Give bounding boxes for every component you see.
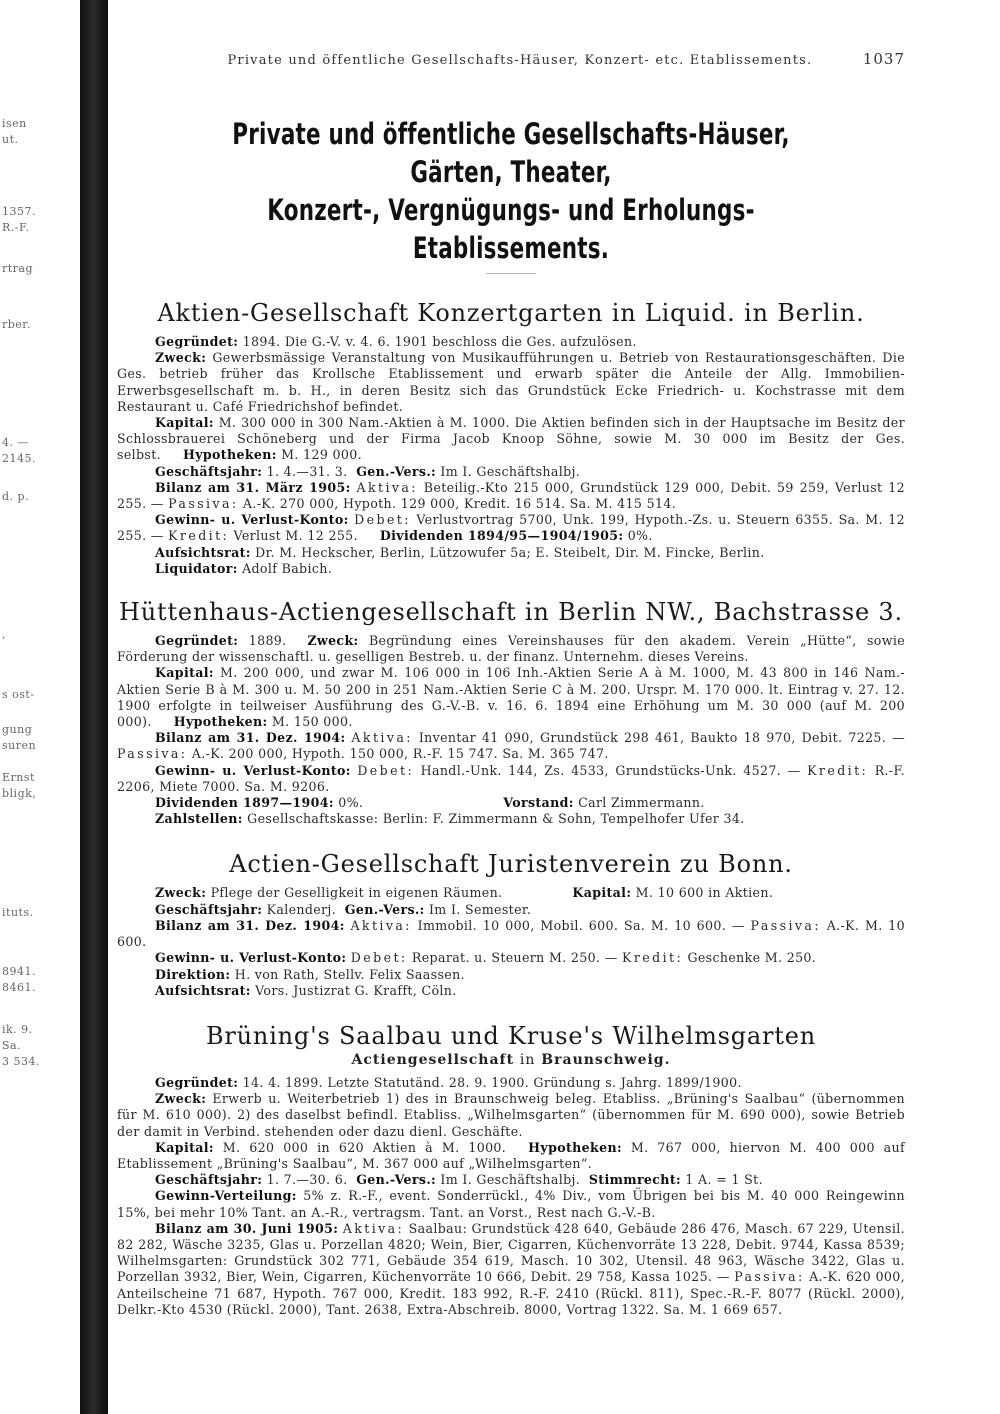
field-label: Kapital: <box>572 885 632 901</box>
field-text: Immobil. 10 000, Mobil. 600. Sa. M. 10 600. — <box>417 917 745 933</box>
margin-text: 2145. <box>2 452 36 465</box>
field-sublabel: Kredit: <box>168 528 230 544</box>
field-sublabel: Passiva: <box>168 496 239 512</box>
field-text: 0%. <box>338 795 364 811</box>
field-text: 5% z. R.-F., event. Sonderrückl., 4% Div., vom Übrigen bei bis M. 40 000 Reingewinn 15%, bei mehr 10% Tant. an A.-R., vertragsm. Tant. an Vorst., Rest nach G.-V.-B. <box>117 1188 905 1220</box>
entry-body <box>117 334 905 577</box>
field-label: Gewinn- u. Verlust-Konto: <box>155 762 351 778</box>
field-sublabel: Debet: <box>350 950 408 966</box>
company-subtitle <box>117 1051 905 1069</box>
margin-text: d. p. <box>2 490 30 503</box>
running-head <box>117 50 905 72</box>
margin-text: 4. — <box>2 436 29 449</box>
margin-text: Sa. <box>2 1039 22 1052</box>
field-label: Gewinn- u. Verlust-Konto: <box>155 950 347 966</box>
field-label: Gen.-Vers.: <box>356 1172 437 1188</box>
field-text: 1894. Die G.-V. v. 4. 6. 1901 beschloss die Ges. aufzulösen. <box>242 334 637 349</box>
margin-text: ut. <box>2 133 19 146</box>
margin-text: R.-F. <box>2 221 30 234</box>
field-text: Kalenderj. <box>266 901 337 917</box>
margin-text: ik. 9. <box>2 1023 33 1036</box>
field-text: Adolf Babich. <box>242 560 333 576</box>
field-label: Zweck: <box>155 350 207 366</box>
field-text: Verlust M. 12 255. <box>233 528 358 544</box>
field-label: Aufsichtsrat: <box>155 544 251 560</box>
field-text: 1889. <box>248 633 287 649</box>
field-text: 14. 4. 1899. Letzte Statutänd. 28. 9. 1900. Gründung s. Jahrg. 1899/1900. <box>242 1074 742 1090</box>
margin-text: 8941. <box>2 965 36 978</box>
company-entry <box>117 298 905 577</box>
margin-text: 8461. <box>2 981 36 994</box>
field-label: Aufsichtsrat: <box>155 982 251 998</box>
field-text: R.-F. 2206, Miete 7000. Sa. M. 9206. <box>117 762 905 794</box>
margin-text: rtrag <box>2 262 34 275</box>
field-label: Gewinn-Verteilung: <box>155 1188 297 1204</box>
field-label: Hypotheken: <box>182 447 277 463</box>
field-text: M. 10 600 in Aktien. <box>635 885 774 901</box>
company-title: Actien-Gesellschaft Juristenverein zu Bonn. <box>229 850 793 879</box>
field-text: Gesellschaftskasse: Berlin: F. Zimmermann & Sohn, Tempelhofer Ufer 34. <box>247 811 745 827</box>
company-entry <box>117 597 905 827</box>
field-label: Zweck: <box>155 1091 207 1107</box>
field-label: Dividenden 1894/95—1904/1905: <box>379 528 624 544</box>
field-text: Vors. Justizrat G. Krafft, Cöln. <box>255 982 457 998</box>
field-text: Erwerb u. Weiterbetrieb 1) des in Braunschweig beleg. Etabliss. „Brüning's Saalbau“ (übernommen für M. 610 000). 2) des daselbst befindl. Etabliss. „Wilhelmsgarten“ (übernommen für M. 690 000), sowie Betrieb der damit in Verbind. stehenden oder dazu dienl. Geschäfte. <box>117 1091 905 1139</box>
field-sublabel: Aktiva: <box>350 917 412 933</box>
entry-body <box>117 885 905 998</box>
company-title: Brüning's Saalbau und Kruse's Wilhelmsgarten <box>205 1021 817 1050</box>
company-title: Aktien-Gesellschaft Konzertgarten in Liquid. in Berlin. <box>157 299 865 327</box>
field-label: Gewinn- u. Verlust-Konto: <box>155 512 349 528</box>
field-text: 1 A. = 1 St. <box>685 1172 763 1188</box>
field-label: Geschäftsjahr: <box>155 901 263 917</box>
field-text: M. 620 000 in 620 Aktien à M. 1000. <box>222 1139 507 1155</box>
field-text: Handl.-Unk. 144, Zs. 4533, Grundstücks-Unk. 4527. — <box>420 762 801 778</box>
field-label: Dividenden 1897—1904: <box>155 795 334 811</box>
field-text: Gewerbsmässige Veranstaltung von Musikaufführungen u. Betrieb von Restaurationsgeschäften. Die Ges. betrieb früher das Krollsche Etablissement und erwarb später die Anteile der Allg. Immobilien-Erwerbsgesellschaft m. b. H., in deren Besitz sich das Grundstück Ecke Friedrich- u. Kochstrasse mit dem Restaurant u. Café Friedrichshof befindet. <box>117 350 906 414</box>
field-text: Inventar 41 090, Grundstück 298 461, Baukto 18 970, Debit. 7225. — <box>418 730 906 746</box>
field-label: Kapital: <box>155 1139 214 1155</box>
company-entry <box>117 1021 905 1318</box>
field-text: Reparat. u. Steuern M. 250. — <box>411 950 618 966</box>
entry-body <box>117 633 905 827</box>
field-sublabel: Kredit: <box>622 950 684 966</box>
page <box>117 50 905 1318</box>
field-text: Pflege der Geselligkeit in eigenen Räumen. <box>210 885 503 901</box>
book-spine-shadow <box>80 0 108 1414</box>
field-label: Geschäftsjahr: <box>155 1172 263 1188</box>
field-label: Gen.-Vers.: <box>344 901 425 917</box>
field-text: M. 300 000 in 300 Nam.-Aktien à M. 1000. Die Aktien befinden sich in der Hauptsache im Besitz der Schlossbrauerei Schöneberg und der Firma Jacob Knoop Söhne, sowie M. 30 000 im Besitz der Ges. selbst. <box>117 415 905 463</box>
field-text: H. von Rath, Stellv. Felix Saassen. <box>234 966 465 982</box>
field-text: A.-K. 200 000, Hypoth. 150 000, R.-F. 15 747. Sa. M. 365 747. <box>191 746 609 762</box>
field-label: Kapital: <box>155 415 214 431</box>
subtitle-part: in <box>519 1051 536 1068</box>
field-label: Zweck: <box>307 633 359 649</box>
margin-text: Ernst <box>2 771 35 784</box>
field-text: M. 767 000, hiervon M. 400 000 auf Etablissement „Brüning's Saalbau“, M. 367 000 auf „Wilhelmsgarten“. <box>117 1139 906 1171</box>
field-label: Gegründet: <box>155 334 239 349</box>
field-text: Im I. Geschäftshalbj. <box>440 1172 581 1188</box>
margin-text: ituts. <box>2 906 34 919</box>
main-heading-line: Konzert-, Vergnügungs- und Erholungs-Etablissements. <box>267 193 755 265</box>
subtitle-part: Braunschweig. <box>541 1051 671 1068</box>
field-label: Vorstand: <box>503 795 574 811</box>
field-label: Zahlstellen: <box>155 811 243 827</box>
field-text: 1. 7.—30. 6. <box>266 1172 348 1188</box>
field-label: Liquidator: <box>155 560 238 576</box>
field-label: Bilanz am 31. März 1905: <box>155 479 351 495</box>
margin-text: s ost- <box>2 688 35 701</box>
margin-text: bligk, <box>2 787 37 800</box>
company-entry <box>117 849 905 998</box>
company-title: Hüttenhaus-Actiengesellschaft in Berlin NW., Bachstrasse 3. <box>119 598 903 627</box>
field-text: Verlustvortrag 5700, Unk. 199, Hypoth.-Zs. u. Steuern 6355. Sa. M. 12 255. — <box>117 512 906 544</box>
main-heading <box>219 115 802 267</box>
field-text: Im I. Geschäftshalbj. <box>440 463 581 479</box>
margin-text: suren <box>2 739 37 752</box>
field-label: Gegründet: <box>155 1074 239 1090</box>
field-text: Dr. M. Heckscher, Berlin, Lützowufer 5a; E. Steibelt, Dir. M. Fincke, Berlin. <box>255 544 765 560</box>
field-sublabel: Passiva: <box>117 746 188 762</box>
field-label: Hypotheken: <box>528 1139 622 1155</box>
margin-text: gung <box>2 723 33 736</box>
margin-text: rber. <box>2 318 31 331</box>
field-sublabel: Debet: <box>357 762 415 778</box>
field-text: Saalbau: Grundstück 428 640, Gebäude 286 476, Masch. 67 229, Utensil. 82 282, Wäsche 3235, Glas u. Porzellan 4820; Wein, Bier, Cigarren, Küchenvorräte 13 228, Debit. 9744, Kassa 8539; Wilhelmsgarten: Grundstück 302 771, Gebäude 354 619, Masch. 10 302, Utensil. 48 963, Wäsche 3422, Glas u. Porzellan 3932, Bier, Wein, Cigarren, Küchenvorräte 10 666, Debit. 29 758, Kassa 1025. — <box>117 1220 905 1285</box>
field-text: M. 200 000, und zwar M. 106 000 in 106 Inh.-Aktien Serie A à M. 1000, M. 43 800 in 146 Nam.-Aktien Serie B à M. 300 u. M. 50 200 in 251 Nam.-Aktien Serie C à M. 200. Urspr. M. 170 000. lt. Eintrag v. 27. 12. 1900 erfolgte in teilweiser Ausführung des G.-V.-B. v. 16. 6. 1894 eine Erhöhung um M. 30 000 (auf M. 200 000). <box>117 665 905 730</box>
field-text: Begründung eines Vereinshauses für den akadem. Verein „Hütte“, sowie Förderung der wissenschaftl. u. geselligen Bestreb. u. der finanz. Unternehm. dieses Vereins. <box>117 633 906 665</box>
field-label: Geschäftsjahr: <box>155 463 263 479</box>
field-sublabel: Aktiva: <box>356 479 418 495</box>
margin-text: , <box>2 628 6 641</box>
field-label: Direktion: <box>155 966 231 982</box>
field-label: Bilanz am 31. Dez. 1904: <box>155 917 345 933</box>
field-text: Carl Zimmermann. <box>578 795 705 811</box>
subtitle-part: Actiengesellschaft <box>351 1051 515 1068</box>
page-number: 1037 <box>862 50 905 68</box>
main-heading-line: Private und öffentliche Gesellschafts-Häuser, Gärten, Theater, <box>232 117 790 189</box>
field-text: M. 129 000. <box>281 447 362 463</box>
field-text: A.-K. M. 10 600. <box>117 917 906 950</box>
field-text: 1. 4.—31. 3. <box>266 463 348 479</box>
field-text: M. 150 000. <box>271 714 353 730</box>
field-sublabel: Aktiva: <box>351 730 413 746</box>
entry-body <box>117 1075 905 1318</box>
field-sublabel: Passiva: <box>750 917 821 933</box>
field-sublabel: Passiva: <box>734 1269 805 1285</box>
field-label: Stimmrecht: <box>588 1172 681 1188</box>
field-label: Zweck: <box>155 885 207 901</box>
field-label: Kapital: <box>155 665 214 681</box>
field-text: 0%. <box>627 528 653 544</box>
field-text: Beteilig.-Kto 215 000, Grundstück 129 000, Debit. 59 259, Verlust 12 255. — <box>117 479 905 512</box>
margin-text: 1357. <box>2 205 36 218</box>
field-label: Gen.-Vers.: <box>356 463 437 479</box>
field-text: A.-K. 620 000, Anteilscheine 71 687, Hypoth. 767 000, Kredit. 183 992, R.-F. 2410 (Rückl. 811), Spec.-R.-F. 8077 (Rückl. 2000), Delkr.-Kto 4530 (Rückl. 2000), Tant. 2638, Extra-Abschreib. 8000, Vortrag 1322. Sa. M. 1 669 657. <box>117 1269 906 1317</box>
field-text: A.-K. 270 000, Hypoth. 129 000, Kredit. 16 514. Sa. M. 415 514. <box>242 496 677 512</box>
margin-text: 3 534. <box>2 1055 40 1068</box>
field-label: Gegründet: <box>155 633 239 649</box>
divider <box>486 273 536 274</box>
running-head-title: Private und öffentliche Gesellschafts-Häuser, Konzert- etc. Etablissements. <box>227 53 813 68</box>
field-label: Bilanz am 31. Dez. 1904: <box>155 730 346 746</box>
field-text: Geschenke M. 250. <box>687 950 817 966</box>
field-label: Bilanz am 30. Juni 1905: <box>155 1220 339 1236</box>
field-sublabel: Kredit: <box>807 762 869 778</box>
margin-text: isen <box>2 117 27 130</box>
field-sublabel: Debet: <box>354 512 411 528</box>
adjacent-page-fragment <box>0 0 80 1414</box>
field-sublabel: Aktiva: <box>342 1220 405 1236</box>
field-label: Hypotheken: <box>173 714 268 730</box>
field-text: Im I. Semester. <box>428 901 532 917</box>
